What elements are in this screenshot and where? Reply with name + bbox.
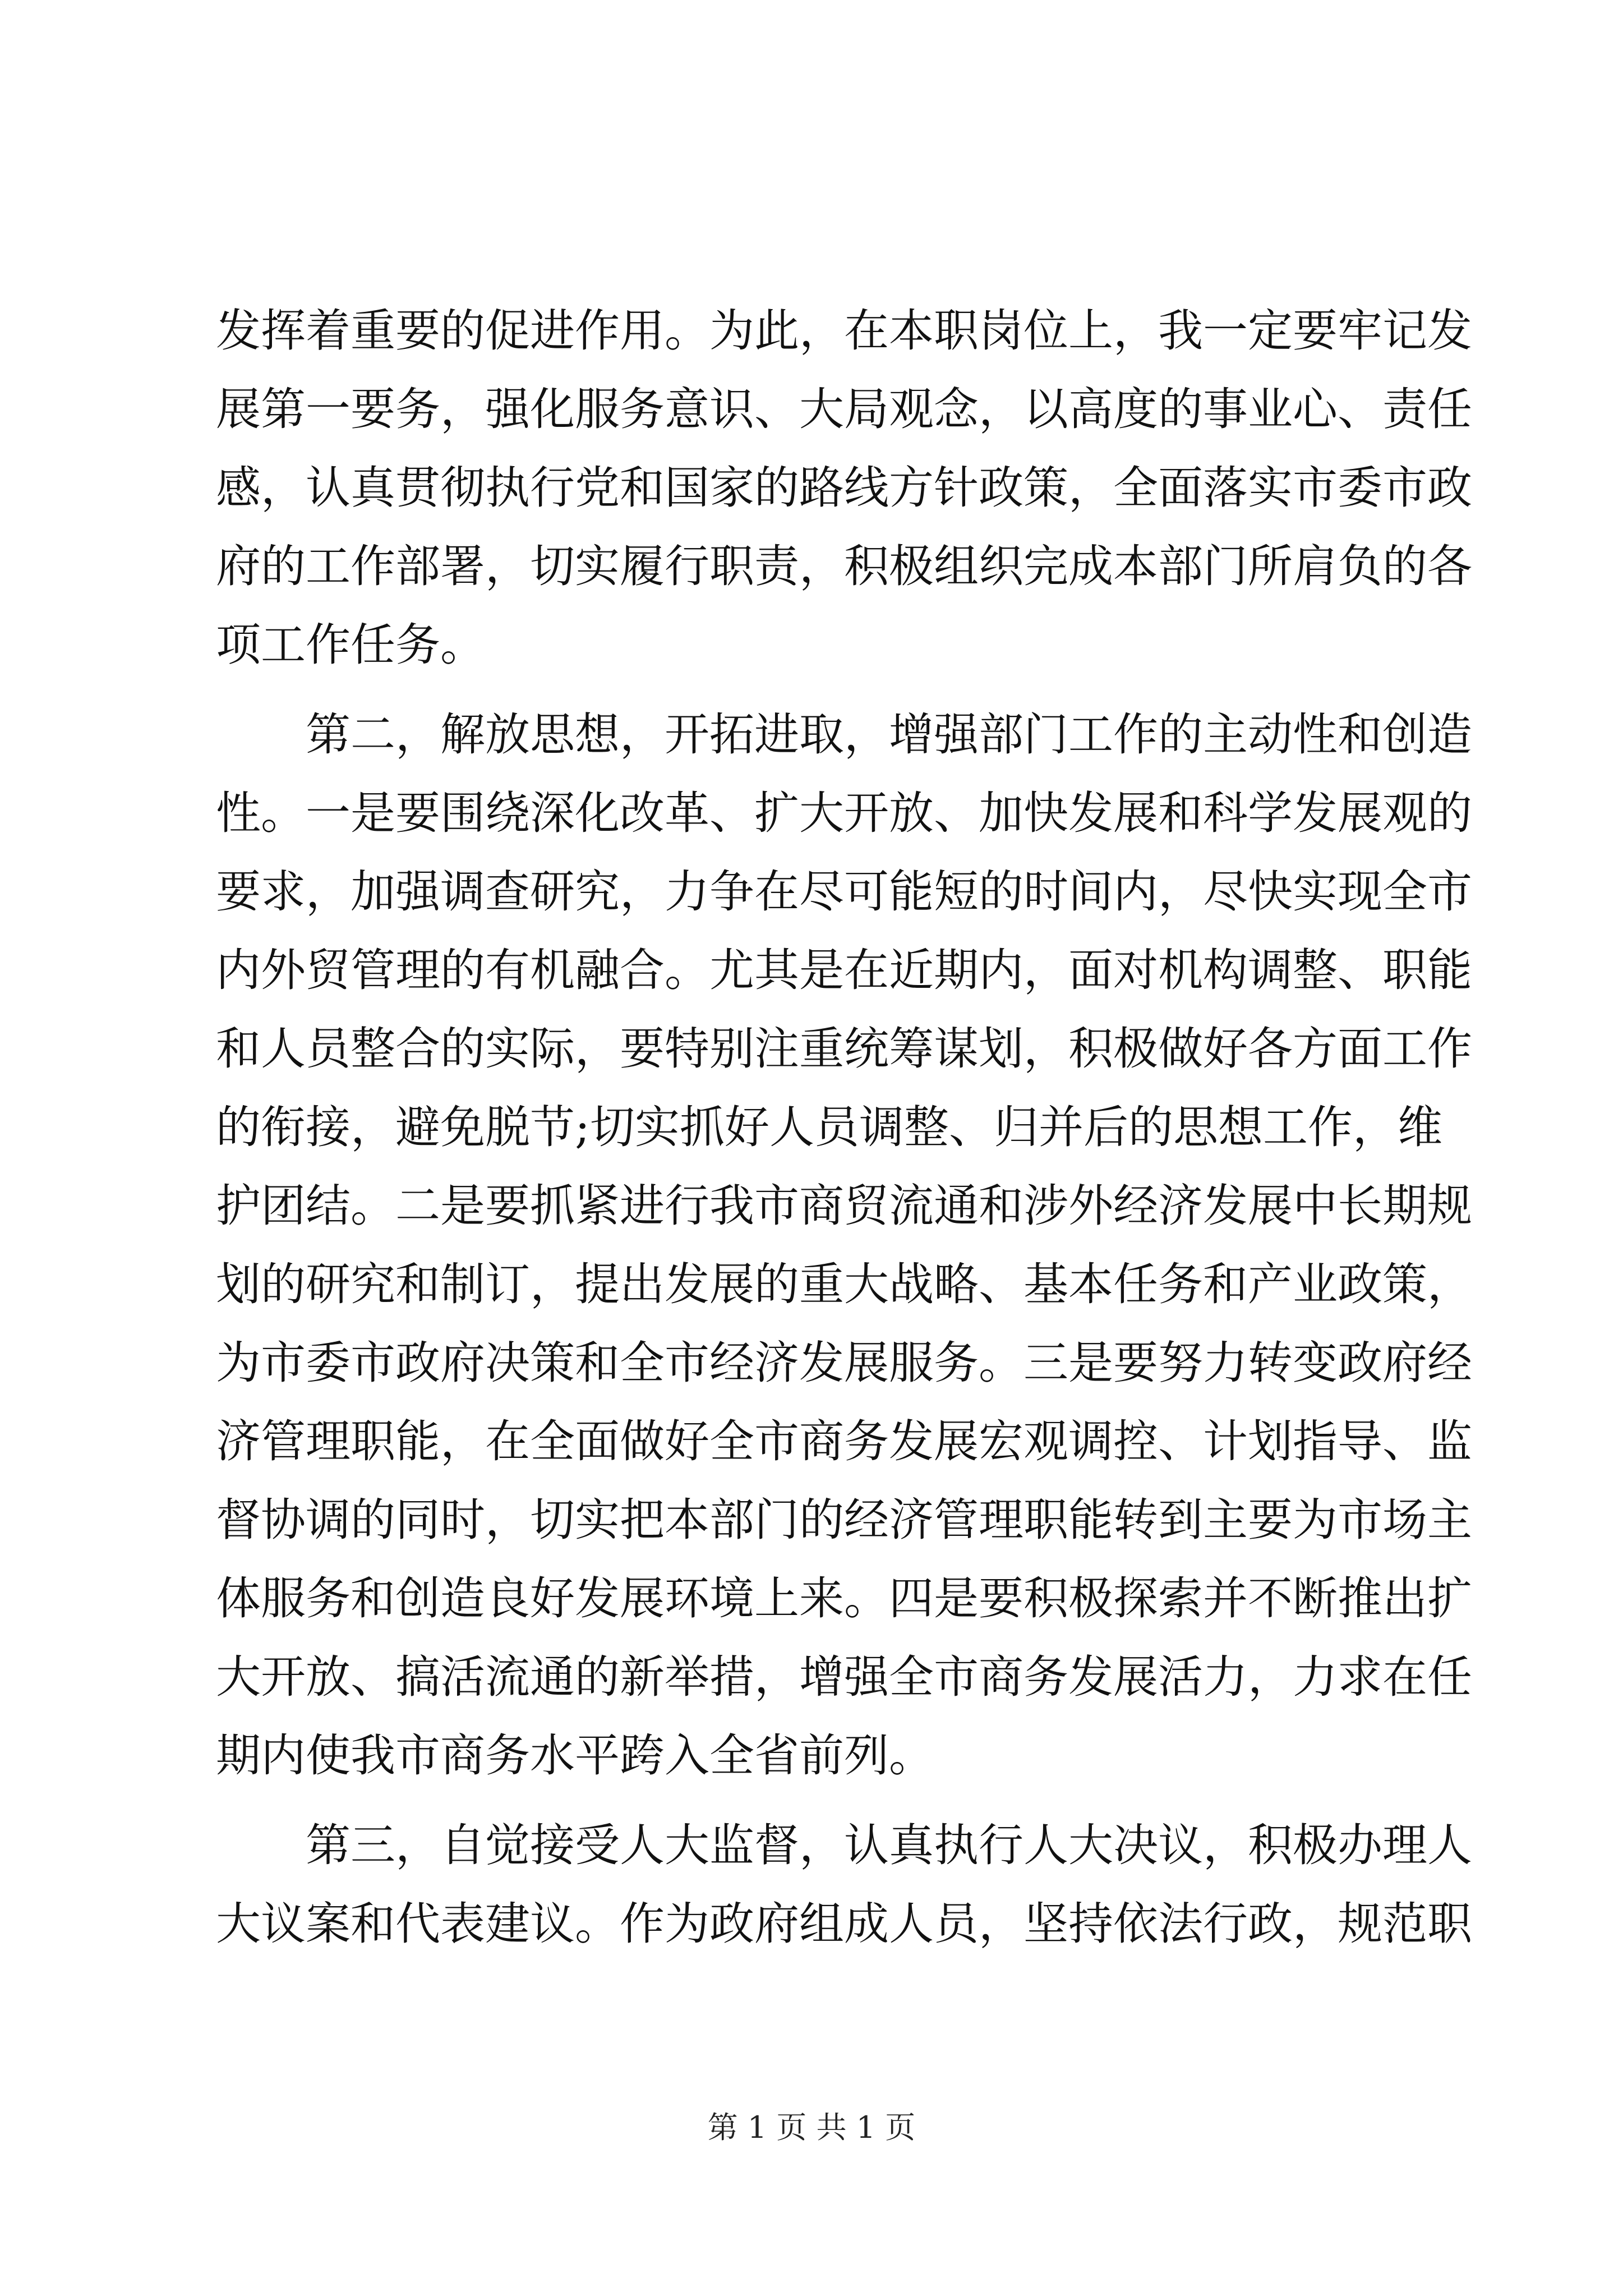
paragraph-line: 体服务和创造良好发展环境上来。四是要积极探索并不断推出扩 bbox=[216, 1572, 1472, 1625]
paragraph-line: 项工作任务。 bbox=[216, 619, 485, 671]
paragraph-line: 的衔接，避免脱节;切实抓好人员调整、归并后的思想工作，维 bbox=[216, 1101, 1442, 1153]
paragraph-line: 为市委市政府决策和全市经济发展服务。三是要努力转变政府经 bbox=[216, 1337, 1472, 1389]
paragraph-gap bbox=[216, 1795, 1416, 1806]
paragraph-line: 和人员整合的实际，要特别注重统筹谋划，积极做好各方面工作 bbox=[216, 1023, 1472, 1075]
paragraph-line: 发挥着重要的促进作用。为此，在本职岗位上，我一定要牢记发 bbox=[216, 305, 1472, 357]
paragraph-line: 大议案和代表建议。作为政府组成人员，坚持依法行政，规范职 bbox=[216, 1898, 1472, 1950]
paragraph-3 bbox=[216, 1806, 1472, 1963]
page-footer: 第 1 页 共 1 页 bbox=[707, 2110, 916, 2145]
paragraph-line: 第三，自觉接受人大监督，认真执行人大决议，积极办理人 bbox=[306, 1819, 1472, 1871]
paragraph-line: 护团结。二是要抓紧进行我市商贸流通和涉外经济发展中长期规 bbox=[216, 1180, 1472, 1232]
paragraph-line: 济管理职能，在全面做好全市商务发展宏观调控、计划指导、监 bbox=[216, 1415, 1472, 1467]
paragraph-line: 期内使我市商务水平跨入全省前列。 bbox=[216, 1729, 934, 1782]
paragraph-line: 府的工作部署，切实履行职责，积极组织完成本部门所肩负的各 bbox=[216, 540, 1472, 592]
paragraph-line: 督协调的同时，切实把本部门的经济管理职能转到主要为市场主 bbox=[216, 1494, 1472, 1546]
paragraph-line: 内外贸管理的有机融合。尤其是在近期内，面对机构调整、职能 bbox=[216, 944, 1472, 996]
paragraph-1 bbox=[216, 292, 1472, 684]
paragraph-line: 划的研究和制订，提出发展的重大战略、基本任务和产业政策， bbox=[216, 1258, 1472, 1310]
document-body bbox=[216, 292, 1472, 1963]
paragraph-line: 感，认真贯彻执行党和国家的路线方针政策，全面落实市委市政 bbox=[216, 462, 1472, 514]
paragraph-line: 大开放、搞活流通的新举措，增强全市商务发展活力，力求在任 bbox=[216, 1651, 1472, 1703]
paragraph-line: 展第一要务，强化服务意识、大局观念，以高度的事业心、责任 bbox=[216, 383, 1472, 435]
paragraph-gap bbox=[216, 684, 1416, 696]
paragraph-2 bbox=[216, 696, 1472, 1795]
paragraph-line: 性。一是要围绕深化改革、扩大开放、加快发展和科学发展观的 bbox=[216, 787, 1472, 839]
paragraph-line: 第二，解放思想，开拓进取，增强部门工作的主动性和创造 bbox=[306, 708, 1472, 761]
paragraph-line: 要求，加强调查研究，力争在尽可能短的时间内，尽快实现全市 bbox=[216, 866, 1472, 918]
